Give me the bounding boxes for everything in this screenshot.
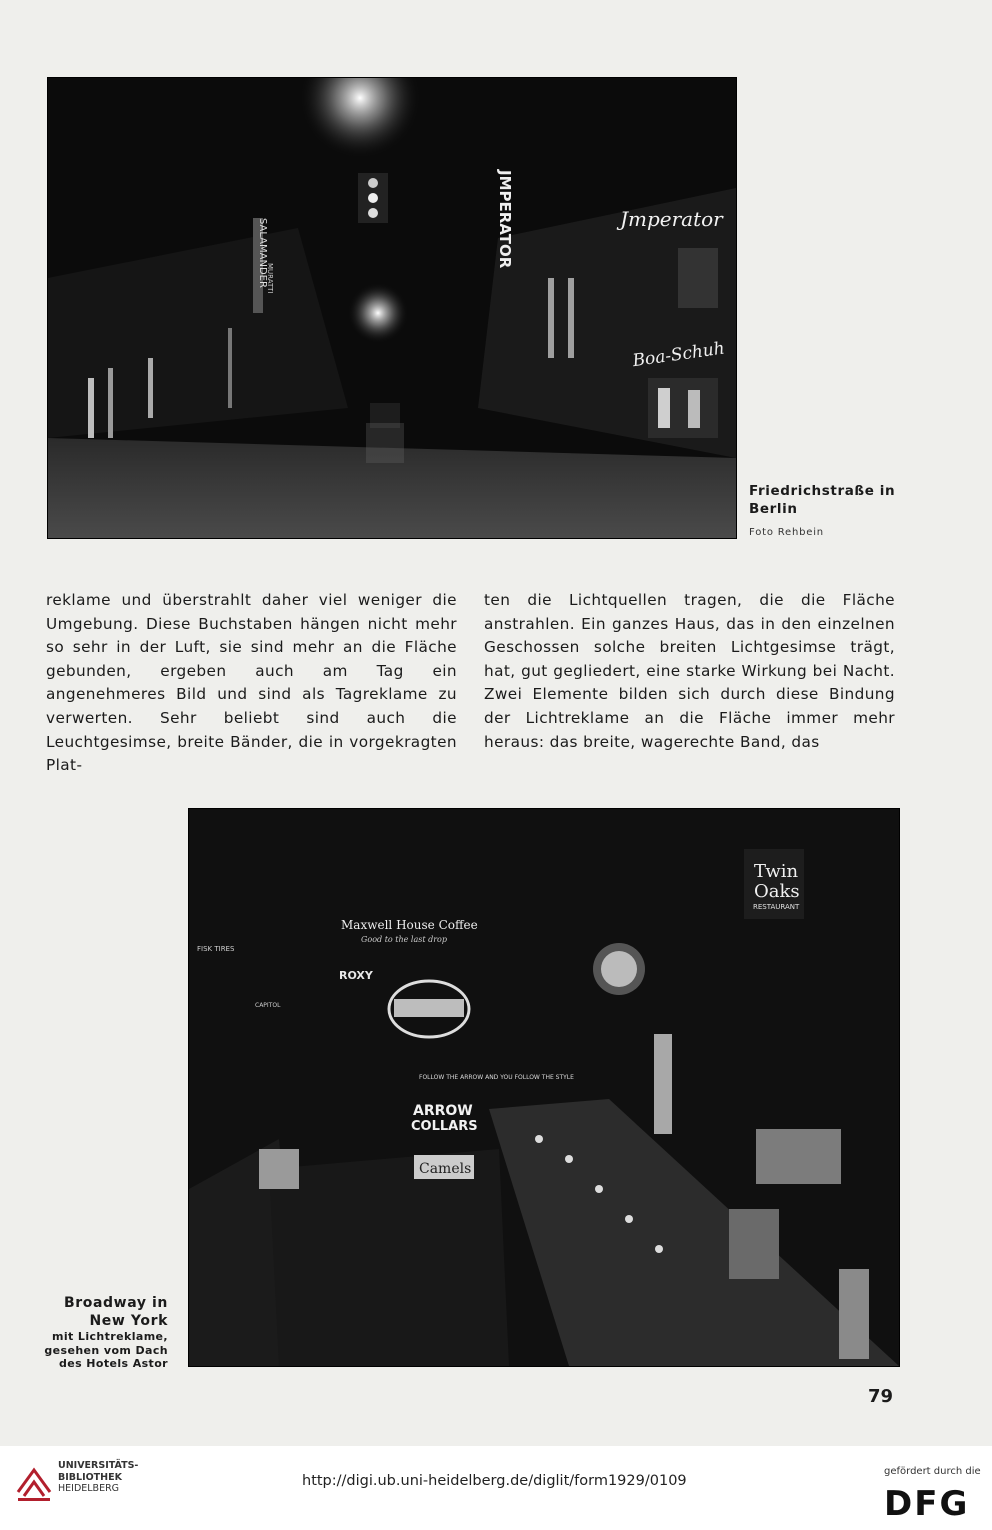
sign-roxy: ROXY: [339, 969, 373, 982]
dfg-logo: DFG: [884, 1484, 970, 1524]
caption-broadway-details: [20, 1330, 168, 1371]
sign-maxwell-house: Maxwell House Coffee: [341, 918, 478, 932]
sign-camels: Camels: [419, 1161, 472, 1177]
sign-jmperator-vertical: JMPERATOR: [496, 170, 514, 269]
sign-fisk-tires: FISK TIRES: [197, 945, 235, 953]
sign-arrow: ARROW: [413, 1103, 473, 1119]
sign-jmperator-roof: Jmperator: [620, 207, 723, 231]
night-broadway-image: [189, 809, 899, 1366]
body-paragraph-left: reklame und überstrahlt daher viel weniger die Umgebung. Diese Buchstaben hängen nicht mehr so sehr in der Luft, sie sind mehr an die Fläche gebunden, ergeben auch am Tag ein angenehmeres Bild und sind als Tagreklame zu verwerten. Sehr beliebt sind auch die Leuchtgesimse, breite Bänder, die in vorgekragten Plat-: [46, 591, 457, 775]
library-line-2: BIBLIOTHEK: [58, 1471, 122, 1483]
library-line-1: UNIVERSITÄTS-: [58, 1460, 139, 1471]
funded-by-label: gefördert durch die: [884, 1466, 981, 1477]
sign-follow-the-arrow: FOLLOW THE ARROW AND YOU FOLLOW THE STYLE: [419, 1074, 574, 1081]
sign-salamander: SALAMANDER: [257, 218, 268, 288]
photo-credit: Foto Rehbein: [749, 527, 824, 538]
caption-friedrichstrasse: Friedrichstraße in Berlin: [749, 483, 896, 517]
sign-oaks: Oaks: [754, 881, 800, 902]
sign-boa-schuh: Boa-Schuh: [631, 338, 726, 372]
text-column-left: [46, 589, 457, 778]
sign-good-to-last-drop: Good to the last drop: [361, 935, 447, 944]
sign-capitol: CAPITOL: [255, 1002, 281, 1009]
sign-twin: Twin: [754, 861, 799, 882]
library-name: [58, 1460, 138, 1495]
sign-muratti: MURATTI: [266, 263, 274, 294]
library-logo-icon: [14, 1462, 54, 1504]
night-street-berlin-image: [48, 78, 736, 538]
caption-line-2: gesehen vom Dach: [44, 1343, 168, 1357]
photo-friedrichstrasse: [47, 77, 737, 539]
caption-broadway-title: Broadway in New York: [64, 1295, 168, 1329]
page-number: 79: [868, 1386, 894, 1407]
sign-restaurant: RESTAURANT: [753, 903, 800, 911]
caption-line-1: mit Lichtreklame,: [51, 1330, 168, 1343]
caption-line-3: des Hotels Astor: [58, 1357, 168, 1370]
library-line-3: HEIDELBERG: [58, 1483, 120, 1494]
sign-collars: COLLARS: [411, 1119, 478, 1134]
permalink-url[interactable]: http://digi.ub.uni-heidelberg.de/diglit/form1929/0109: [302, 1473, 687, 1489]
text-column-right: [484, 589, 895, 754]
photo-broadway: [188, 808, 900, 1367]
body-paragraph-right: ten die Lichtquellen tragen, die die Fläche anstrahlen. Ein ganzes Haus, das in den einzelnen Geschossen solche breiten Lichtgesimse trägt, hat, gut gegliedert, eine starke Wirkung bei Nacht. Zwei Elemente bilden sich durch diese Bindung der Lichtreklame an die Fläche immer mehr heraus: das breite, wagerechte Band, das: [484, 591, 895, 751]
